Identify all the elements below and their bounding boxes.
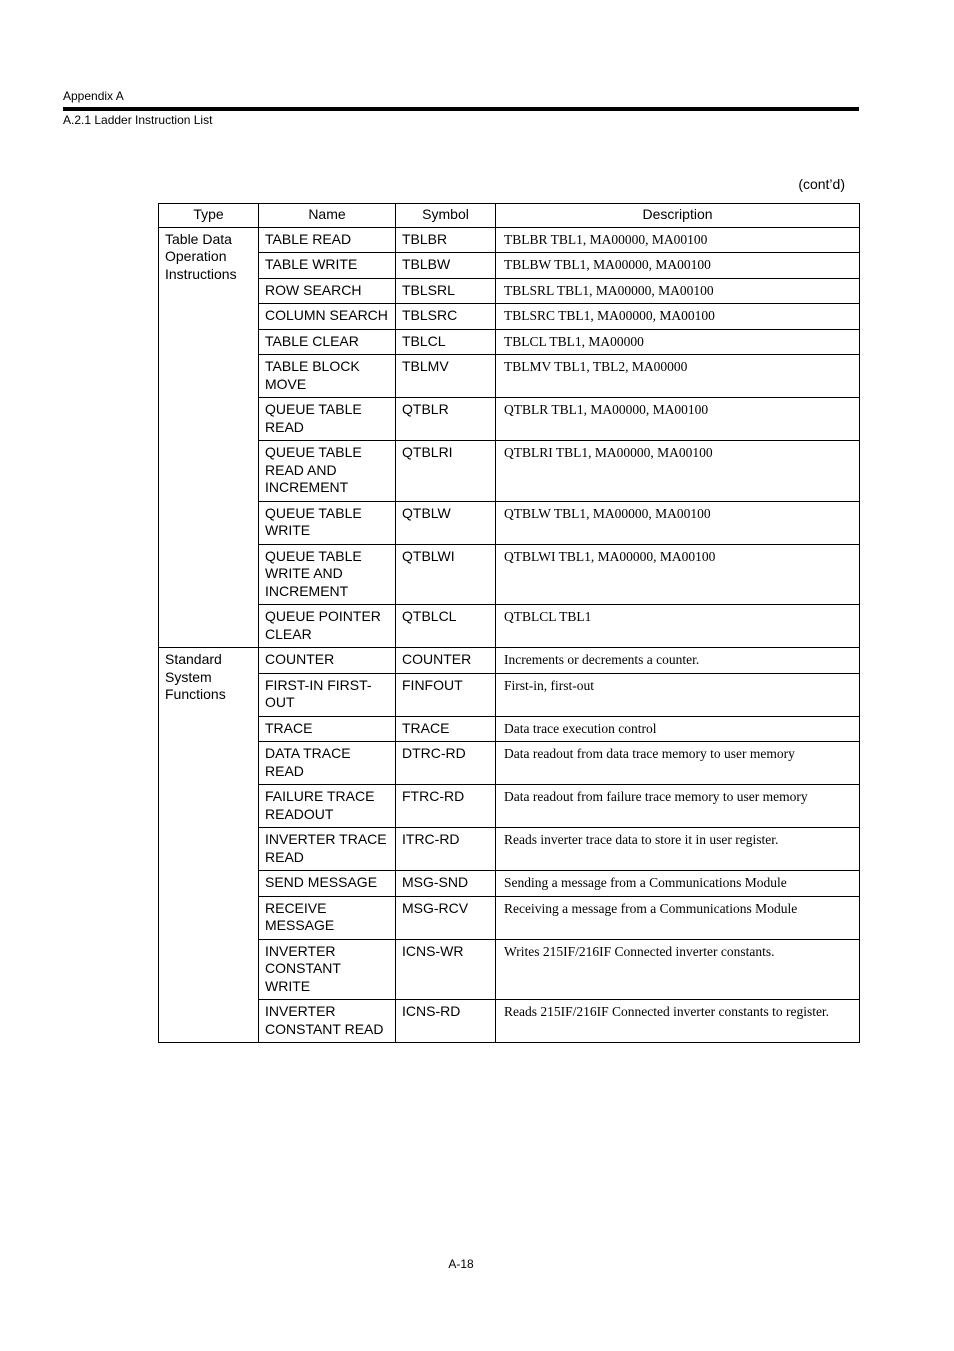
name-cell: INVERTER CONSTANT WRITE [259,939,396,1000]
description-cell: TBLBW TBL1, MA00000, MA00100 [496,253,860,279]
table-header-row [159,204,860,228]
section-header: A.2.1 Ladder Instruction List [63,113,213,127]
symbol-cell: TRACE [396,716,496,742]
name-cell: TABLE CLEAR [259,329,396,355]
page-number: A-18 [448,1257,474,1271]
description-cell: QTBLR TBL1, MA00000, MA00100 [496,398,860,441]
description-cell: Data readout from data trace memory to user memory [496,742,860,785]
header-rule [63,107,859,111]
table-row [159,1000,860,1043]
name-cell: TRACE [259,716,396,742]
description-cell: Data readout from failure trace memory to user memory [496,785,860,828]
name-cell: FAILURE TRACE READOUT [259,785,396,828]
description-cell: First-in, first-out [496,673,860,716]
symbol-cell: QTBLW [396,501,496,544]
type-cell: Standard System Functions [159,648,259,1043]
table-row [159,304,860,330]
symbol-cell: DTRC-RD [396,742,496,785]
table-row [159,785,860,828]
description-cell: Reads inverter trace data to store it in user register. [496,828,860,871]
name-cell: TABLE BLOCK MOVE [259,355,396,398]
description-cell: Reads 215IF/216IF Connected inverter constants to register. [496,1000,860,1043]
symbol-cell: TBLMV [396,355,496,398]
name-cell: SEND MESSAGE [259,871,396,897]
symbol-cell: FTRC-RD [396,785,496,828]
ladder-instruction-table [158,203,860,1043]
table-row [159,828,860,871]
symbol-cell: TBLCL [396,329,496,355]
chapter-header: Appendix A [63,89,124,103]
name-cell: QUEUE POINTER CLEAR [259,605,396,648]
description-cell: Increments or decrements a counter. [496,648,860,674]
column-header-symbol: Symbol [396,204,496,228]
table-row [159,871,860,897]
table-row [159,939,860,1000]
name-cell: TABLE READ [259,227,396,253]
description-cell: QTBLW TBL1, MA00000, MA00100 [496,501,860,544]
name-cell: COLUMN SEARCH [259,304,396,330]
symbol-cell: COUNTER [396,648,496,674]
type-cell: Table Data Operation Instructions [159,227,259,648]
symbol-cell: QTBLWI [396,544,496,605]
table-row [159,441,860,502]
table-row [159,605,860,648]
name-cell: RECEIVE MESSAGE [259,896,396,939]
table-row [159,278,860,304]
description-cell: Writes 215IF/216IF Connected inverter constants. [496,939,860,1000]
table-row [159,544,860,605]
column-header-type: Type [159,204,259,228]
description-cell: Sending a message from a Communications Module [496,871,860,897]
table-row [159,673,860,716]
name-cell: FIRST-IN FIRST-OUT [259,673,396,716]
symbol-cell: TBLBR [396,227,496,253]
symbol-cell: QTBLR [396,398,496,441]
symbol-cell: ICNS-RD [396,1000,496,1043]
symbol-cell: FINFOUT [396,673,496,716]
table-row [159,329,860,355]
column-header-name: Name [259,204,396,228]
table-row [159,742,860,785]
name-cell: DATA TRACE READ [259,742,396,785]
description-cell: TBLSRL TBL1, MA00000, MA00100 [496,278,860,304]
description-cell: Receiving a message from a Communications Module [496,896,860,939]
table-row [159,398,860,441]
continued-label: (cont’d) [798,176,845,192]
description-cell: QTBLWI TBL1, MA00000, MA00100 [496,544,860,605]
name-cell: QUEUE TABLE READ [259,398,396,441]
name-cell: ROW SEARCH [259,278,396,304]
symbol-cell: ICNS-WR [396,939,496,1000]
description-cell: QTBLCL TBL1 [496,605,860,648]
description-cell: TBLSRC TBL1, MA00000, MA00100 [496,304,860,330]
symbol-cell: TBLSRC [396,304,496,330]
name-cell: QUEUE TABLE WRITE [259,501,396,544]
description-cell: TBLCL TBL1, MA00000 [496,329,860,355]
table-row [159,355,860,398]
table-row [159,227,860,253]
symbol-cell: MSG-RCV [396,896,496,939]
description-cell: QTBLRI TBL1, MA00000, MA00100 [496,441,860,502]
symbol-cell: QTBLRI [396,441,496,502]
table-row [159,253,860,279]
table-row [159,501,860,544]
table-row [159,648,860,674]
table-body [159,227,860,1043]
name-cell: INVERTER TRACE READ [259,828,396,871]
name-cell: INVERTER CONSTANT READ [259,1000,396,1043]
description-cell: Data trace execution control [496,716,860,742]
table-row [159,896,860,939]
table-row [159,716,860,742]
symbol-cell: ITRC-RD [396,828,496,871]
column-header-description: Description [496,204,860,228]
name-cell: QUEUE TABLE READ AND INCREMENT [259,441,396,502]
name-cell: TABLE WRITE [259,253,396,279]
symbol-cell: MSG-SND [396,871,496,897]
name-cell: COUNTER [259,648,396,674]
description-cell: TBLMV TBL1, TBL2, MA00000 [496,355,860,398]
symbol-cell: TBLBW [396,253,496,279]
name-cell: QUEUE TABLE WRITE AND INCREMENT [259,544,396,605]
description-cell: TBLBR TBL1, MA00000, MA00100 [496,227,860,253]
symbol-cell: TBLSRL [396,278,496,304]
symbol-cell: QTBLCL [396,605,496,648]
